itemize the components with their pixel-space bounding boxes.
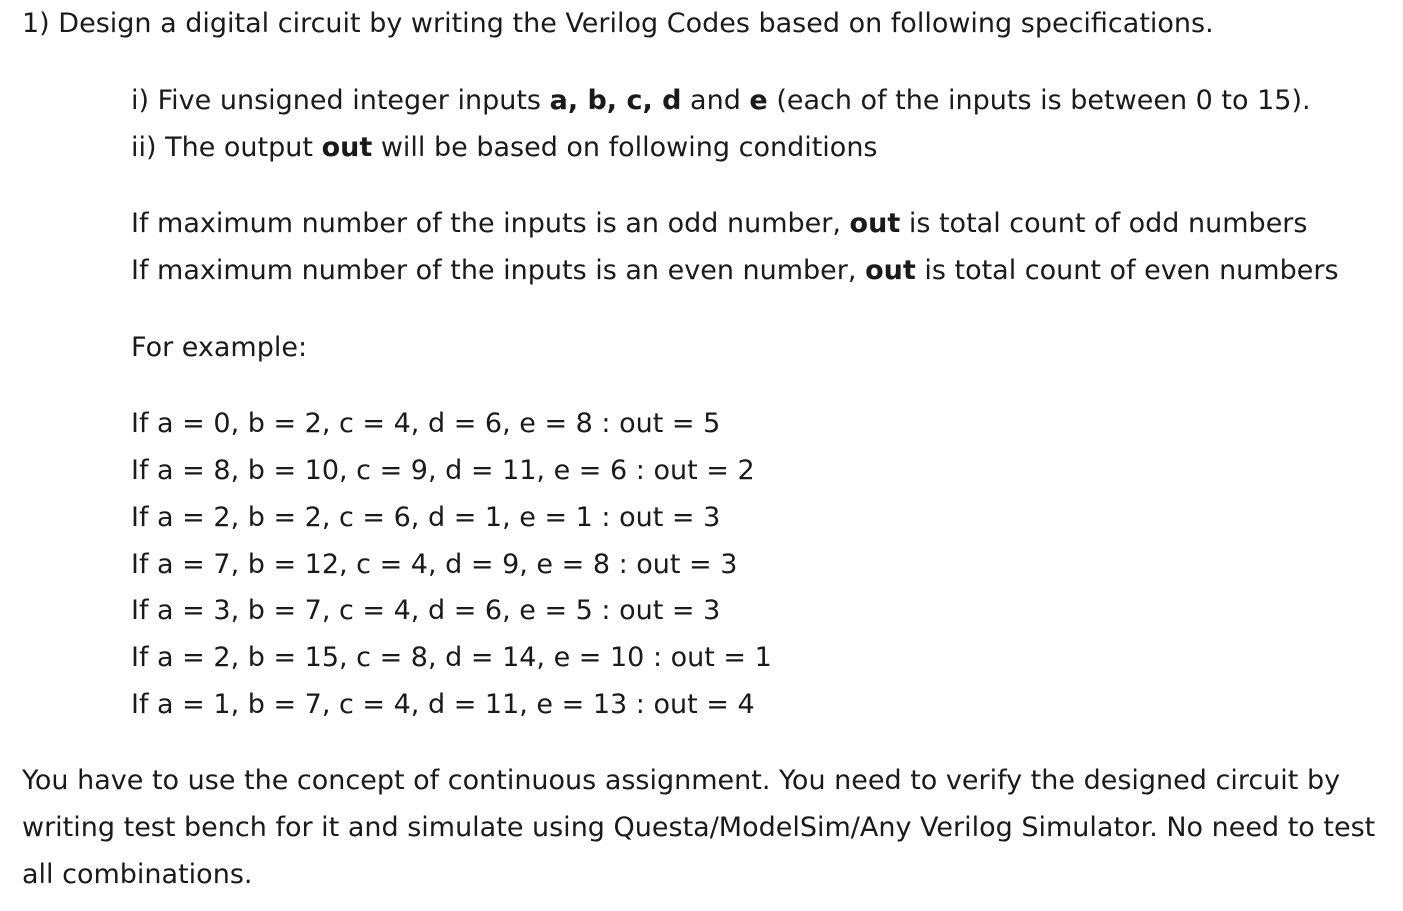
condition-even-prefix: If maximum number of the inputs is an even number, — [131, 255, 866, 286]
spec-inputs-prefix: i) Five unsigned integer inputs — [131, 85, 550, 116]
condition-odd-prefix: If maximum number of the inputs is an odd number, — [131, 208, 850, 239]
spec-inputs-vars: a, b, c, d — [549, 85, 682, 116]
example-line: If a = 2, b = 15, c = 8, d = 14, e = 10 : out = 1 — [131, 642, 772, 673]
example-line: If a = 3, b = 7, c = 4, d = 6, e = 5 : out = 3 — [131, 595, 721, 626]
condition-even-bold: out — [865, 255, 916, 286]
example-line: If a = 0, b = 2, c = 4, d = 6, e = 8 : out = 5 — [131, 408, 721, 439]
spec-inputs-suffix: (each of the inputs is between 0 to 15). — [767, 85, 1311, 116]
spec-inputs — [131, 85, 1311, 117]
example-label: For example: — [131, 332, 308, 363]
spec-output-prefix: ii) The output — [131, 132, 322, 163]
example-line: If a = 8, b = 10, c = 9, d = 11, e = 6 : out = 2 — [131, 455, 755, 486]
question-heading: 1) Design a digital circuit by writing the Verilog Codes based on following specifications. — [22, 8, 1214, 39]
example-line: If a = 2, b = 2, c = 6, d = 1, e = 1 : out = 3 — [131, 502, 721, 533]
condition-even — [131, 255, 1339, 287]
condition-even-suffix: is total count of even numbers — [915, 255, 1339, 286]
condition-odd-bold: out — [849, 208, 901, 239]
closing-line: all combinations. — [22, 859, 253, 890]
example-line: If a = 1, b = 7, c = 4, d = 11, e = 13 : out = 4 — [131, 689, 755, 720]
closing-line: You have to use the concept of continuous assignment. You need to verify the designed circuit by — [22, 765, 1341, 796]
spec-output-suffix: will be based on following conditions — [372, 132, 878, 163]
example-line: If a = 7, b = 12, c = 4, d = 9, e = 8 : out = 3 — [131, 549, 738, 580]
condition-odd — [131, 208, 1307, 240]
spec-output — [131, 132, 878, 164]
condition-odd-suffix: is total count of odd numbers — [900, 208, 1308, 239]
closing-line: writing test bench for it and simulate using Questa/ModelSim/Any Verilog Simulator. No need to test — [22, 812, 1376, 843]
spec-inputs-and: and — [681, 85, 750, 116]
spec-inputs-last-var: e — [749, 85, 768, 116]
spec-output-bold: out — [321, 132, 373, 163]
